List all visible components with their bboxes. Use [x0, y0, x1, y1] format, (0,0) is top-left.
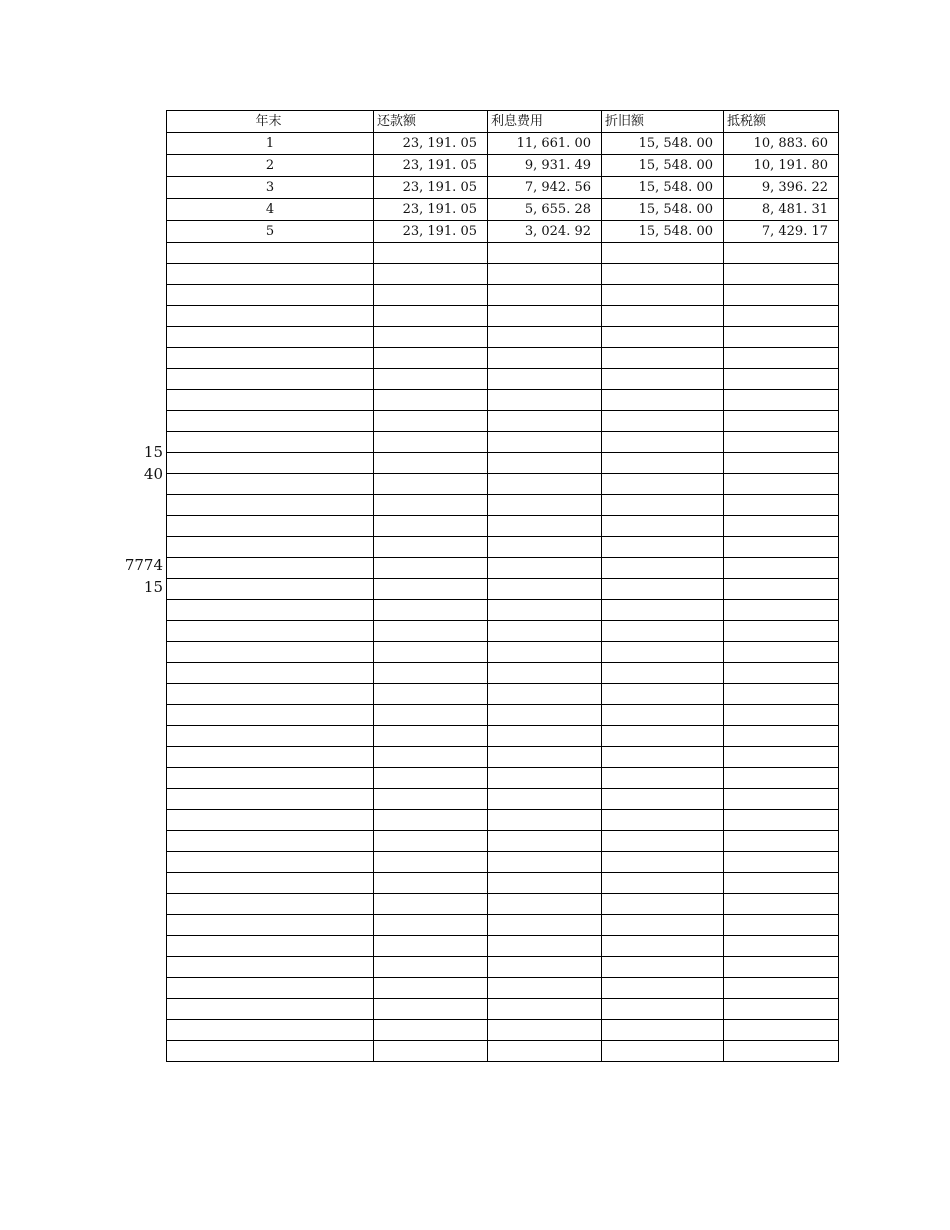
- empty-cell[interactable]: [724, 579, 839, 600]
- empty-cell[interactable]: [167, 936, 374, 957]
- empty-cell[interactable]: [374, 810, 488, 831]
- empty-cell[interactable]: [724, 1041, 839, 1062]
- empty-cell[interactable]: [488, 957, 602, 978]
- empty-cell[interactable]: [488, 747, 602, 768]
- empty-cell[interactable]: [374, 936, 488, 957]
- empty-cell[interactable]: [374, 537, 488, 558]
- empty-row: [167, 516, 839, 537]
- empty-cell[interactable]: [167, 873, 374, 894]
- empty-row: [167, 894, 839, 915]
- empty-cell[interactable]: [724, 453, 839, 474]
- empty-cell[interactable]: [724, 243, 839, 264]
- empty-cell[interactable]: [602, 474, 724, 495]
- empty-cell[interactable]: [167, 810, 374, 831]
- empty-cell[interactable]: [602, 306, 724, 327]
- empty-cell[interactable]: [374, 747, 488, 768]
- empty-cell[interactable]: [602, 915, 724, 936]
- empty-cell[interactable]: [167, 705, 374, 726]
- empty-cell[interactable]: [374, 915, 488, 936]
- empty-cell[interactable]: [374, 621, 488, 642]
- empty-cell[interactable]: [167, 453, 374, 474]
- empty-cell[interactable]: [488, 516, 602, 537]
- cell-tax-shield[interactable]: 10, 883. 60: [724, 133, 839, 155]
- empty-cell[interactable]: [167, 579, 374, 600]
- cell-repayment[interactable]: 23, 191. 05: [374, 221, 488, 243]
- empty-row: [167, 558, 839, 579]
- empty-cell[interactable]: [724, 537, 839, 558]
- empty-cell[interactable]: [724, 432, 839, 453]
- empty-cell[interactable]: [724, 1020, 839, 1041]
- empty-cell[interactable]: [167, 516, 374, 537]
- empty-cell[interactable]: [167, 243, 374, 264]
- empty-cell[interactable]: [374, 306, 488, 327]
- empty-cell[interactable]: [167, 600, 374, 621]
- empty-cell[interactable]: [488, 432, 602, 453]
- empty-row: [167, 684, 839, 705]
- empty-cell[interactable]: [167, 432, 374, 453]
- empty-row: [167, 789, 839, 810]
- empty-cell[interactable]: [374, 999, 488, 1020]
- empty-cell[interactable]: [488, 306, 602, 327]
- empty-cell[interactable]: [488, 453, 602, 474]
- empty-cell[interactable]: [602, 768, 724, 789]
- empty-cell[interactable]: [602, 642, 724, 663]
- cell-tax-shield[interactable]: 8, 481. 31: [724, 199, 839, 221]
- empty-cell[interactable]: [724, 957, 839, 978]
- empty-cell[interactable]: [724, 852, 839, 873]
- empty-row: [167, 453, 839, 474]
- cell-depreciation[interactable]: 15, 548. 00: [602, 155, 724, 177]
- empty-row: [167, 474, 839, 495]
- cell-repayment[interactable]: 23, 191. 05: [374, 155, 488, 177]
- table-row: [167, 221, 839, 243]
- empty-cell[interactable]: [602, 684, 724, 705]
- cell-interest[interactable]: 7, 942. 56: [488, 177, 602, 199]
- cell-repayment[interactable]: 23, 191. 05: [374, 177, 488, 199]
- empty-cell[interactable]: [167, 621, 374, 642]
- empty-cell[interactable]: [488, 810, 602, 831]
- empty-cell[interactable]: [488, 243, 602, 264]
- empty-cell[interactable]: [167, 264, 374, 285]
- empty-cell[interactable]: [167, 684, 374, 705]
- spreadsheet-table: [166, 110, 839, 1062]
- empty-cell[interactable]: [488, 474, 602, 495]
- empty-cell[interactable]: [488, 558, 602, 579]
- side-value: 40: [143, 465, 163, 483]
- table-row: [167, 177, 839, 199]
- empty-cell[interactable]: [602, 537, 724, 558]
- empty-row: [167, 642, 839, 663]
- empty-cell[interactable]: [488, 579, 602, 600]
- empty-cell[interactable]: [488, 999, 602, 1020]
- empty-cell[interactable]: [374, 873, 488, 894]
- empty-cell[interactable]: [724, 600, 839, 621]
- empty-cell[interactable]: [488, 495, 602, 516]
- empty-cell[interactable]: [488, 978, 602, 999]
- empty-row: [167, 1041, 839, 1062]
- empty-row: [167, 999, 839, 1020]
- empty-row: [167, 264, 839, 285]
- empty-cell[interactable]: [602, 936, 724, 957]
- empty-cell[interactable]: [724, 705, 839, 726]
- empty-row: [167, 726, 839, 747]
- empty-cell[interactable]: [602, 705, 724, 726]
- empty-cell[interactable]: [724, 558, 839, 579]
- empty-cell[interactable]: [602, 348, 724, 369]
- cell-repayment[interactable]: 23, 191. 05: [374, 133, 488, 155]
- empty-cell[interactable]: [488, 915, 602, 936]
- empty-cell[interactable]: [488, 705, 602, 726]
- empty-cell[interactable]: [602, 243, 724, 264]
- empty-row: [167, 327, 839, 348]
- empty-cell[interactable]: [167, 327, 374, 348]
- empty-cell[interactable]: [374, 243, 488, 264]
- empty-cell[interactable]: [374, 1020, 488, 1041]
- empty-cell[interactable]: [167, 768, 374, 789]
- empty-cell[interactable]: [374, 453, 488, 474]
- empty-cell[interactable]: [374, 558, 488, 579]
- empty-cell[interactable]: [724, 306, 839, 327]
- empty-cell[interactable]: [724, 348, 839, 369]
- empty-cell[interactable]: [724, 915, 839, 936]
- empty-cell[interactable]: [167, 831, 374, 852]
- empty-cell[interactable]: [488, 873, 602, 894]
- empty-row: [167, 1020, 839, 1041]
- side-value: 15: [143, 443, 163, 461]
- empty-cell[interactable]: [724, 978, 839, 999]
- cell-depreciation[interactable]: 15, 548. 00: [602, 177, 724, 199]
- empty-cell[interactable]: [602, 327, 724, 348]
- empty-cell[interactable]: [374, 789, 488, 810]
- empty-cell[interactable]: [602, 516, 724, 537]
- empty-row: [167, 873, 839, 894]
- empty-row: [167, 621, 839, 642]
- empty-cell[interactable]: [724, 873, 839, 894]
- empty-cell[interactable]: [602, 285, 724, 306]
- cell-tax-shield[interactable]: 9, 396. 22: [724, 177, 839, 199]
- empty-cell[interactable]: [602, 663, 724, 684]
- empty-cell[interactable]: [374, 516, 488, 537]
- empty-row: [167, 306, 839, 327]
- cell-year[interactable]: 4: [167, 199, 374, 221]
- empty-row: [167, 243, 839, 264]
- empty-cell[interactable]: [374, 894, 488, 915]
- empty-cell[interactable]: [488, 1020, 602, 1041]
- empty-cell[interactable]: [602, 873, 724, 894]
- empty-row: [167, 411, 839, 432]
- header-row: [167, 111, 839, 133]
- empty-cell[interactable]: [167, 495, 374, 516]
- empty-row: [167, 537, 839, 558]
- empty-cell[interactable]: [374, 390, 488, 411]
- empty-cell[interactable]: [724, 642, 839, 663]
- empty-cell[interactable]: [167, 894, 374, 915]
- empty-row: [167, 285, 839, 306]
- empty-row: [167, 432, 839, 453]
- side-value: 15: [143, 578, 163, 596]
- empty-cell[interactable]: [724, 264, 839, 285]
- empty-cell[interactable]: [374, 411, 488, 432]
- empty-row: [167, 390, 839, 411]
- empty-cell[interactable]: [724, 411, 839, 432]
- empty-cell[interactable]: [602, 789, 724, 810]
- empty-cell[interactable]: [488, 684, 602, 705]
- empty-cell[interactable]: [488, 1041, 602, 1062]
- empty-cell[interactable]: [488, 285, 602, 306]
- empty-cell[interactable]: [488, 621, 602, 642]
- empty-cell[interactable]: [488, 390, 602, 411]
- empty-cell[interactable]: [374, 495, 488, 516]
- empty-cell[interactable]: [602, 453, 724, 474]
- empty-cell[interactable]: [488, 537, 602, 558]
- cell-depreciation[interactable]: 15, 548. 00: [602, 221, 724, 243]
- empty-cell[interactable]: [488, 789, 602, 810]
- cell-interest[interactable]: 5, 655. 28: [488, 199, 602, 221]
- empty-cell[interactable]: [488, 663, 602, 684]
- empty-cell[interactable]: [488, 768, 602, 789]
- empty-cell[interactable]: [602, 369, 724, 390]
- empty-cell[interactable]: [374, 957, 488, 978]
- side-value: 7774: [124, 556, 163, 574]
- empty-row: [167, 747, 839, 768]
- empty-cell[interactable]: [602, 495, 724, 516]
- cell-interest[interactable]: 3, 024. 92: [488, 221, 602, 243]
- empty-row: [167, 852, 839, 873]
- empty-cell[interactable]: [488, 411, 602, 432]
- empty-cell[interactable]: [488, 831, 602, 852]
- empty-cell[interactable]: [374, 285, 488, 306]
- cell-year[interactable]: 1: [167, 133, 374, 155]
- empty-cell[interactable]: [167, 348, 374, 369]
- empty-cell[interactable]: [167, 663, 374, 684]
- empty-cell[interactable]: [488, 852, 602, 873]
- empty-cell[interactable]: [724, 369, 839, 390]
- empty-cell[interactable]: [488, 348, 602, 369]
- empty-cell[interactable]: [167, 558, 374, 579]
- cell-depreciation[interactable]: 15, 548. 00: [602, 133, 724, 155]
- empty-cell[interactable]: [724, 516, 839, 537]
- empty-cell[interactable]: [488, 264, 602, 285]
- cell-year[interactable]: 5: [167, 221, 374, 243]
- empty-cell[interactable]: [167, 369, 374, 390]
- empty-cell[interactable]: [374, 705, 488, 726]
- empty-cell[interactable]: [167, 1020, 374, 1041]
- empty-cell[interactable]: [374, 369, 488, 390]
- cell-year[interactable]: 3: [167, 177, 374, 199]
- empty-row: [167, 348, 839, 369]
- empty-cell[interactable]: [602, 600, 724, 621]
- empty-cell[interactable]: [602, 957, 724, 978]
- empty-cell[interactable]: [374, 579, 488, 600]
- empty-cell[interactable]: [167, 978, 374, 999]
- empty-cell[interactable]: [374, 642, 488, 663]
- cell-repayment[interactable]: 23, 191. 05: [374, 199, 488, 221]
- empty-row: [167, 936, 839, 957]
- empty-cell[interactable]: [167, 957, 374, 978]
- empty-cell[interactable]: [724, 810, 839, 831]
- header-cell-year-end[interactable]: 年末: [167, 111, 374, 133]
- empty-cell[interactable]: [724, 726, 839, 747]
- empty-cell[interactable]: [724, 390, 839, 411]
- empty-cell[interactable]: [602, 831, 724, 852]
- empty-cell[interactable]: [602, 558, 724, 579]
- empty-cell[interactable]: [602, 390, 724, 411]
- empty-cell[interactable]: [724, 684, 839, 705]
- table-row: [167, 155, 839, 177]
- empty-cell[interactable]: [374, 327, 488, 348]
- empty-cell[interactable]: [167, 306, 374, 327]
- empty-cell[interactable]: [602, 621, 724, 642]
- empty-row: [167, 495, 839, 516]
- empty-cell[interactable]: [167, 747, 374, 768]
- empty-cell[interactable]: [724, 747, 839, 768]
- empty-cell[interactable]: [374, 600, 488, 621]
- table-row: [167, 133, 839, 155]
- empty-cell[interactable]: [602, 999, 724, 1020]
- empty-row: [167, 705, 839, 726]
- header-cell-repayment[interactable]: 还款额: [374, 111, 488, 133]
- empty-cell[interactable]: [488, 369, 602, 390]
- empty-cell[interactable]: [602, 1020, 724, 1041]
- empty-row: [167, 810, 839, 831]
- empty-cell[interactable]: [602, 810, 724, 831]
- empty-cell[interactable]: [167, 537, 374, 558]
- empty-cell[interactable]: [167, 1041, 374, 1062]
- empty-cell[interactable]: [167, 411, 374, 432]
- header-cell-depreciation[interactable]: 折旧额: [602, 111, 724, 133]
- empty-cell[interactable]: [374, 726, 488, 747]
- empty-cell[interactable]: [724, 831, 839, 852]
- empty-cell[interactable]: [374, 684, 488, 705]
- empty-cell[interactable]: [374, 768, 488, 789]
- empty-row: [167, 579, 839, 600]
- empty-cell[interactable]: [724, 663, 839, 684]
- empty-cell[interactable]: [602, 852, 724, 873]
- cell-year[interactable]: 2: [167, 155, 374, 177]
- cell-interest[interactable]: 11, 661. 00: [488, 133, 602, 155]
- empty-cell[interactable]: [374, 663, 488, 684]
- empty-cell[interactable]: [374, 432, 488, 453]
- cell-tax-shield[interactable]: 10, 191. 80: [724, 155, 839, 177]
- header-cell-tax-shield[interactable]: 抵税额: [724, 111, 839, 133]
- empty-cell[interactable]: [724, 621, 839, 642]
- empty-cell[interactable]: [602, 747, 724, 768]
- cell-depreciation[interactable]: 15, 548. 00: [602, 199, 724, 221]
- empty-cell[interactable]: [602, 726, 724, 747]
- empty-row: [167, 831, 839, 852]
- empty-cell[interactable]: [374, 1041, 488, 1062]
- empty-cell[interactable]: [724, 936, 839, 957]
- empty-cell[interactable]: [602, 1041, 724, 1062]
- empty-cell[interactable]: [167, 789, 374, 810]
- empty-cell[interactable]: [602, 432, 724, 453]
- empty-row: [167, 957, 839, 978]
- table-row: [167, 199, 839, 221]
- cell-tax-shield[interactable]: 7, 429. 17: [724, 221, 839, 243]
- empty-cell[interactable]: [488, 642, 602, 663]
- empty-cell[interactable]: [724, 495, 839, 516]
- empty-cell[interactable]: [374, 264, 488, 285]
- empty-cell[interactable]: [724, 327, 839, 348]
- empty-cell[interactable]: [167, 915, 374, 936]
- empty-cell[interactable]: [488, 327, 602, 348]
- header-cell-interest[interactable]: 利息费用: [488, 111, 602, 133]
- empty-cell[interactable]: [167, 474, 374, 495]
- empty-cell[interactable]: [724, 768, 839, 789]
- empty-cell[interactable]: [167, 285, 374, 306]
- empty-cell[interactable]: [602, 264, 724, 285]
- empty-cell[interactable]: [374, 852, 488, 873]
- empty-cell[interactable]: [602, 411, 724, 432]
- empty-cell[interactable]: [724, 474, 839, 495]
- empty-cell[interactable]: [724, 999, 839, 1020]
- empty-cell[interactable]: [374, 831, 488, 852]
- empty-cell[interactable]: [374, 978, 488, 999]
- empty-cell[interactable]: [488, 894, 602, 915]
- empty-cell[interactable]: [374, 348, 488, 369]
- empty-cell[interactable]: [602, 978, 724, 999]
- empty-row: [167, 978, 839, 999]
- empty-cell[interactable]: [167, 390, 374, 411]
- empty-cell[interactable]: [724, 285, 839, 306]
- empty-cell[interactable]: [167, 852, 374, 873]
- empty-cell[interactable]: [374, 474, 488, 495]
- empty-cell[interactable]: [167, 726, 374, 747]
- empty-cell[interactable]: [602, 579, 724, 600]
- empty-row: [167, 915, 839, 936]
- empty-cell[interactable]: [602, 894, 724, 915]
- empty-row: [167, 663, 839, 684]
- empty-cell[interactable]: [488, 600, 602, 621]
- empty-cell[interactable]: [167, 999, 374, 1020]
- cell-interest[interactable]: 9, 931. 49: [488, 155, 602, 177]
- empty-cell[interactable]: [724, 789, 839, 810]
- empty-row: [167, 369, 839, 390]
- empty-cell[interactable]: [488, 936, 602, 957]
- empty-cell[interactable]: [167, 642, 374, 663]
- empty-row: [167, 768, 839, 789]
- empty-cell[interactable]: [488, 726, 602, 747]
- empty-row: [167, 600, 839, 621]
- empty-cell[interactable]: [724, 894, 839, 915]
